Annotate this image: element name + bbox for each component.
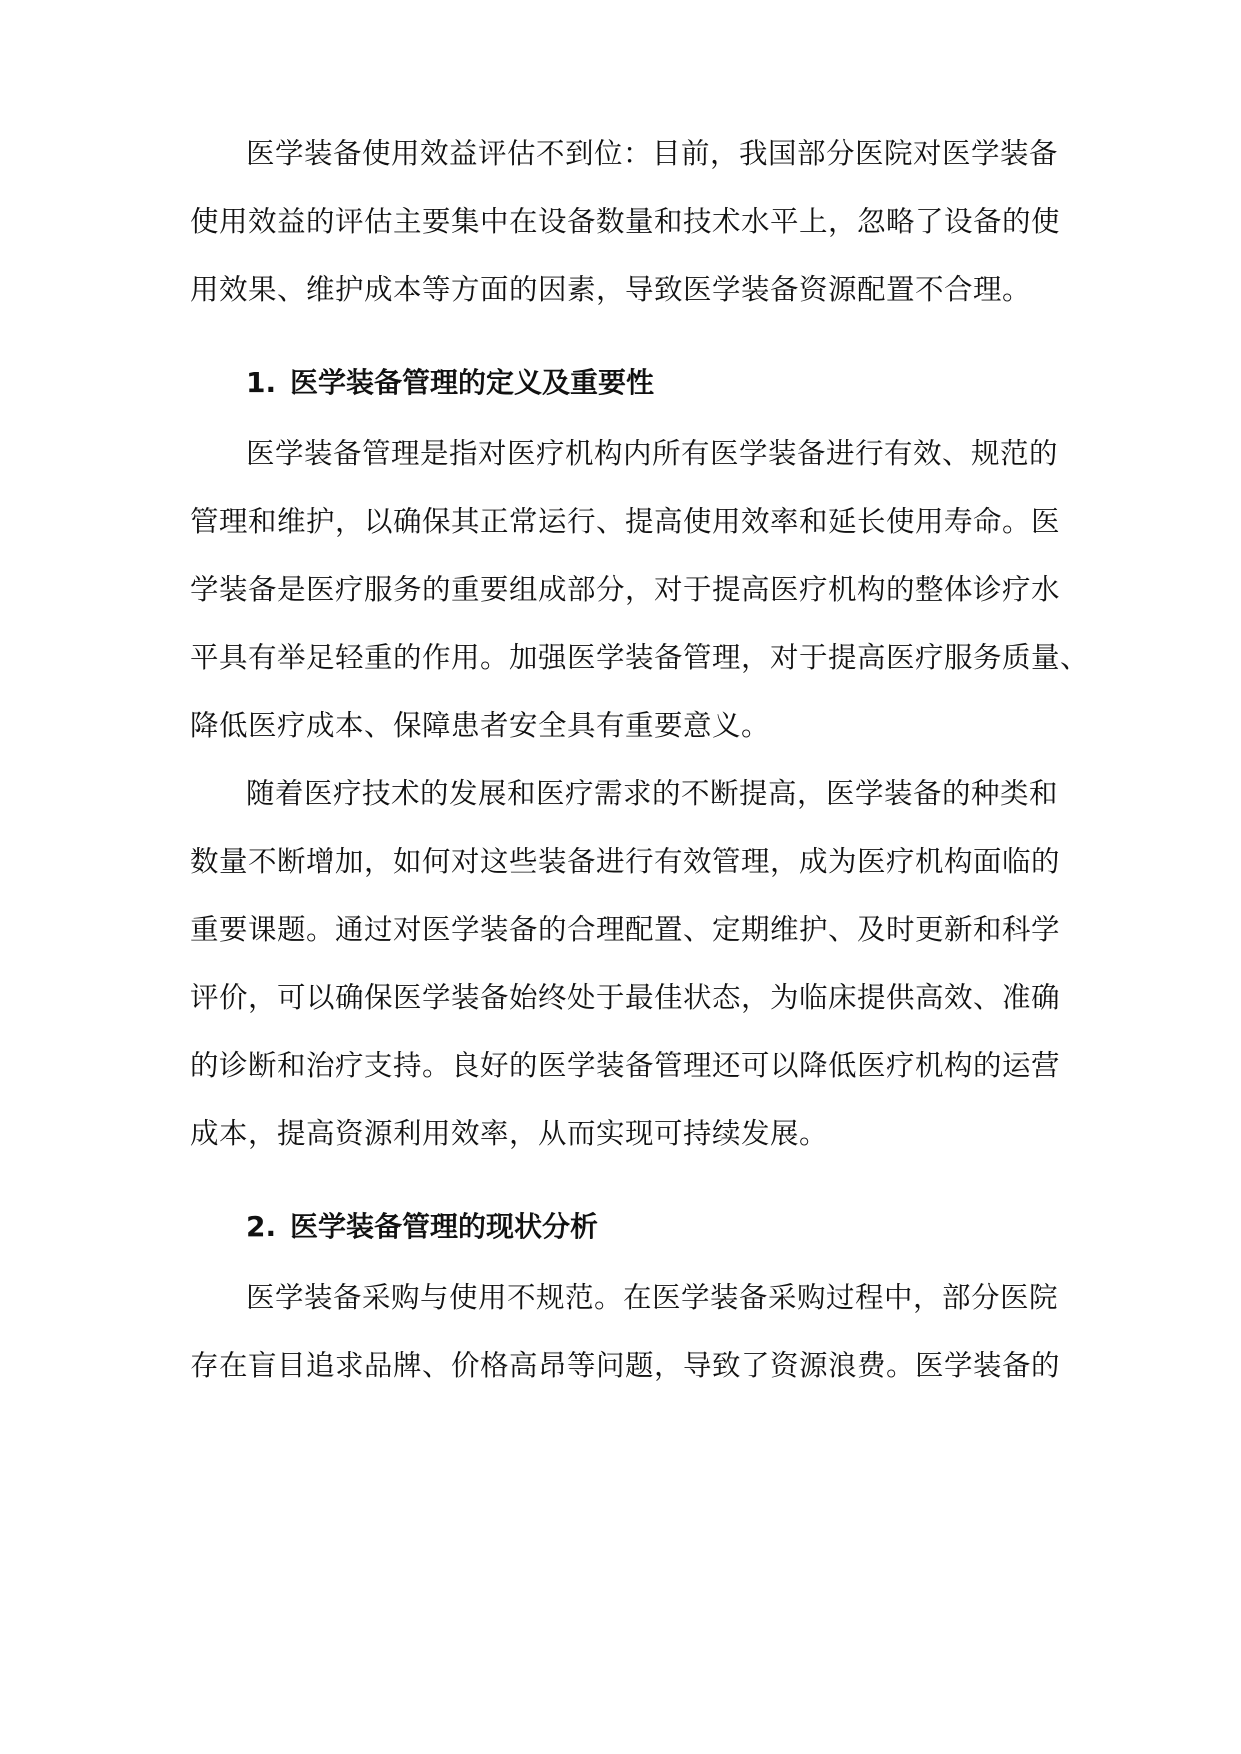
paragraph-2-line-5: 降低医疗成本、保障患者安全具有重要意义。: [190, 709, 771, 742]
paragraph-3-line-2: 数量不断增加，如何对这些装备进行有效管理，成为医疗机构面临的: [190, 845, 1061, 878]
paragraph-1-line-3: 用效果、维护成本等方面的因素，导致医学装备资源配置不合理。: [190, 273, 1032, 306]
paragraph-2-line-4: 平具有举足轻重的作用。加强医学装备管理，对于提高医疗服务质量、: [190, 641, 1090, 674]
section-heading-2-title: 医学装备管理的现状分析: [290, 1210, 599, 1243]
section-heading-2-number: 2.: [246, 1210, 277, 1243]
section-heading-1-title: 医学装备管理的定义及重要性: [290, 366, 655, 399]
paragraph-3-line-6: 成本，提高资源利用效率，从而实现可持续发展。: [190, 1117, 829, 1150]
paragraph-1-line-1: 医学装备使用效益评估不到位：目前，我国部分医院对医学装备: [246, 137, 1059, 170]
paragraph-1-line-2: 使用效益的评估主要集中在设备数量和技术水平上，忽略了设备的使: [190, 205, 1061, 238]
paragraph-2-line-2: 管理和维护，以确保其正常运行、提高使用效率和延长使用寿命。医: [190, 505, 1061, 538]
paragraph-3-line-4: 评价，可以确保医学装备始终处于最佳状态，为临床提供高效、准确: [190, 981, 1061, 1014]
paragraph-3-line-1: 随着医疗技术的发展和医疗需求的不断提高，医学装备的种类和: [246, 777, 1059, 810]
section-heading-2: [246, 1207, 598, 1247]
paragraph-2-line-3: 学装备是医疗服务的重要组成部分，对于提高医疗机构的整体诊疗水: [190, 573, 1061, 606]
paragraph-3-line-5: 的诊断和治疗支持。良好的医学装备管理还可以降低医疗机构的运营: [190, 1049, 1061, 1082]
paragraph-3-line-3: 重要课题。通过对医学装备的合理配置、定期维护、及时更新和科学: [190, 913, 1061, 946]
section-heading-1-number: 1.: [246, 366, 277, 399]
paragraph-4-line-2: 存在盲目追求品牌、价格高昂等问题，导致了资源浪费。医学装备的: [190, 1349, 1061, 1382]
paragraph-4-line-1: 医学装备采购与使用不规范。在医学装备采购过程中，部分医院: [246, 1281, 1059, 1314]
paragraph-2-line-1: 医学装备管理是指对医疗机构内所有医学装备进行有效、规范的: [246, 437, 1059, 470]
section-heading-1: [246, 363, 654, 403]
